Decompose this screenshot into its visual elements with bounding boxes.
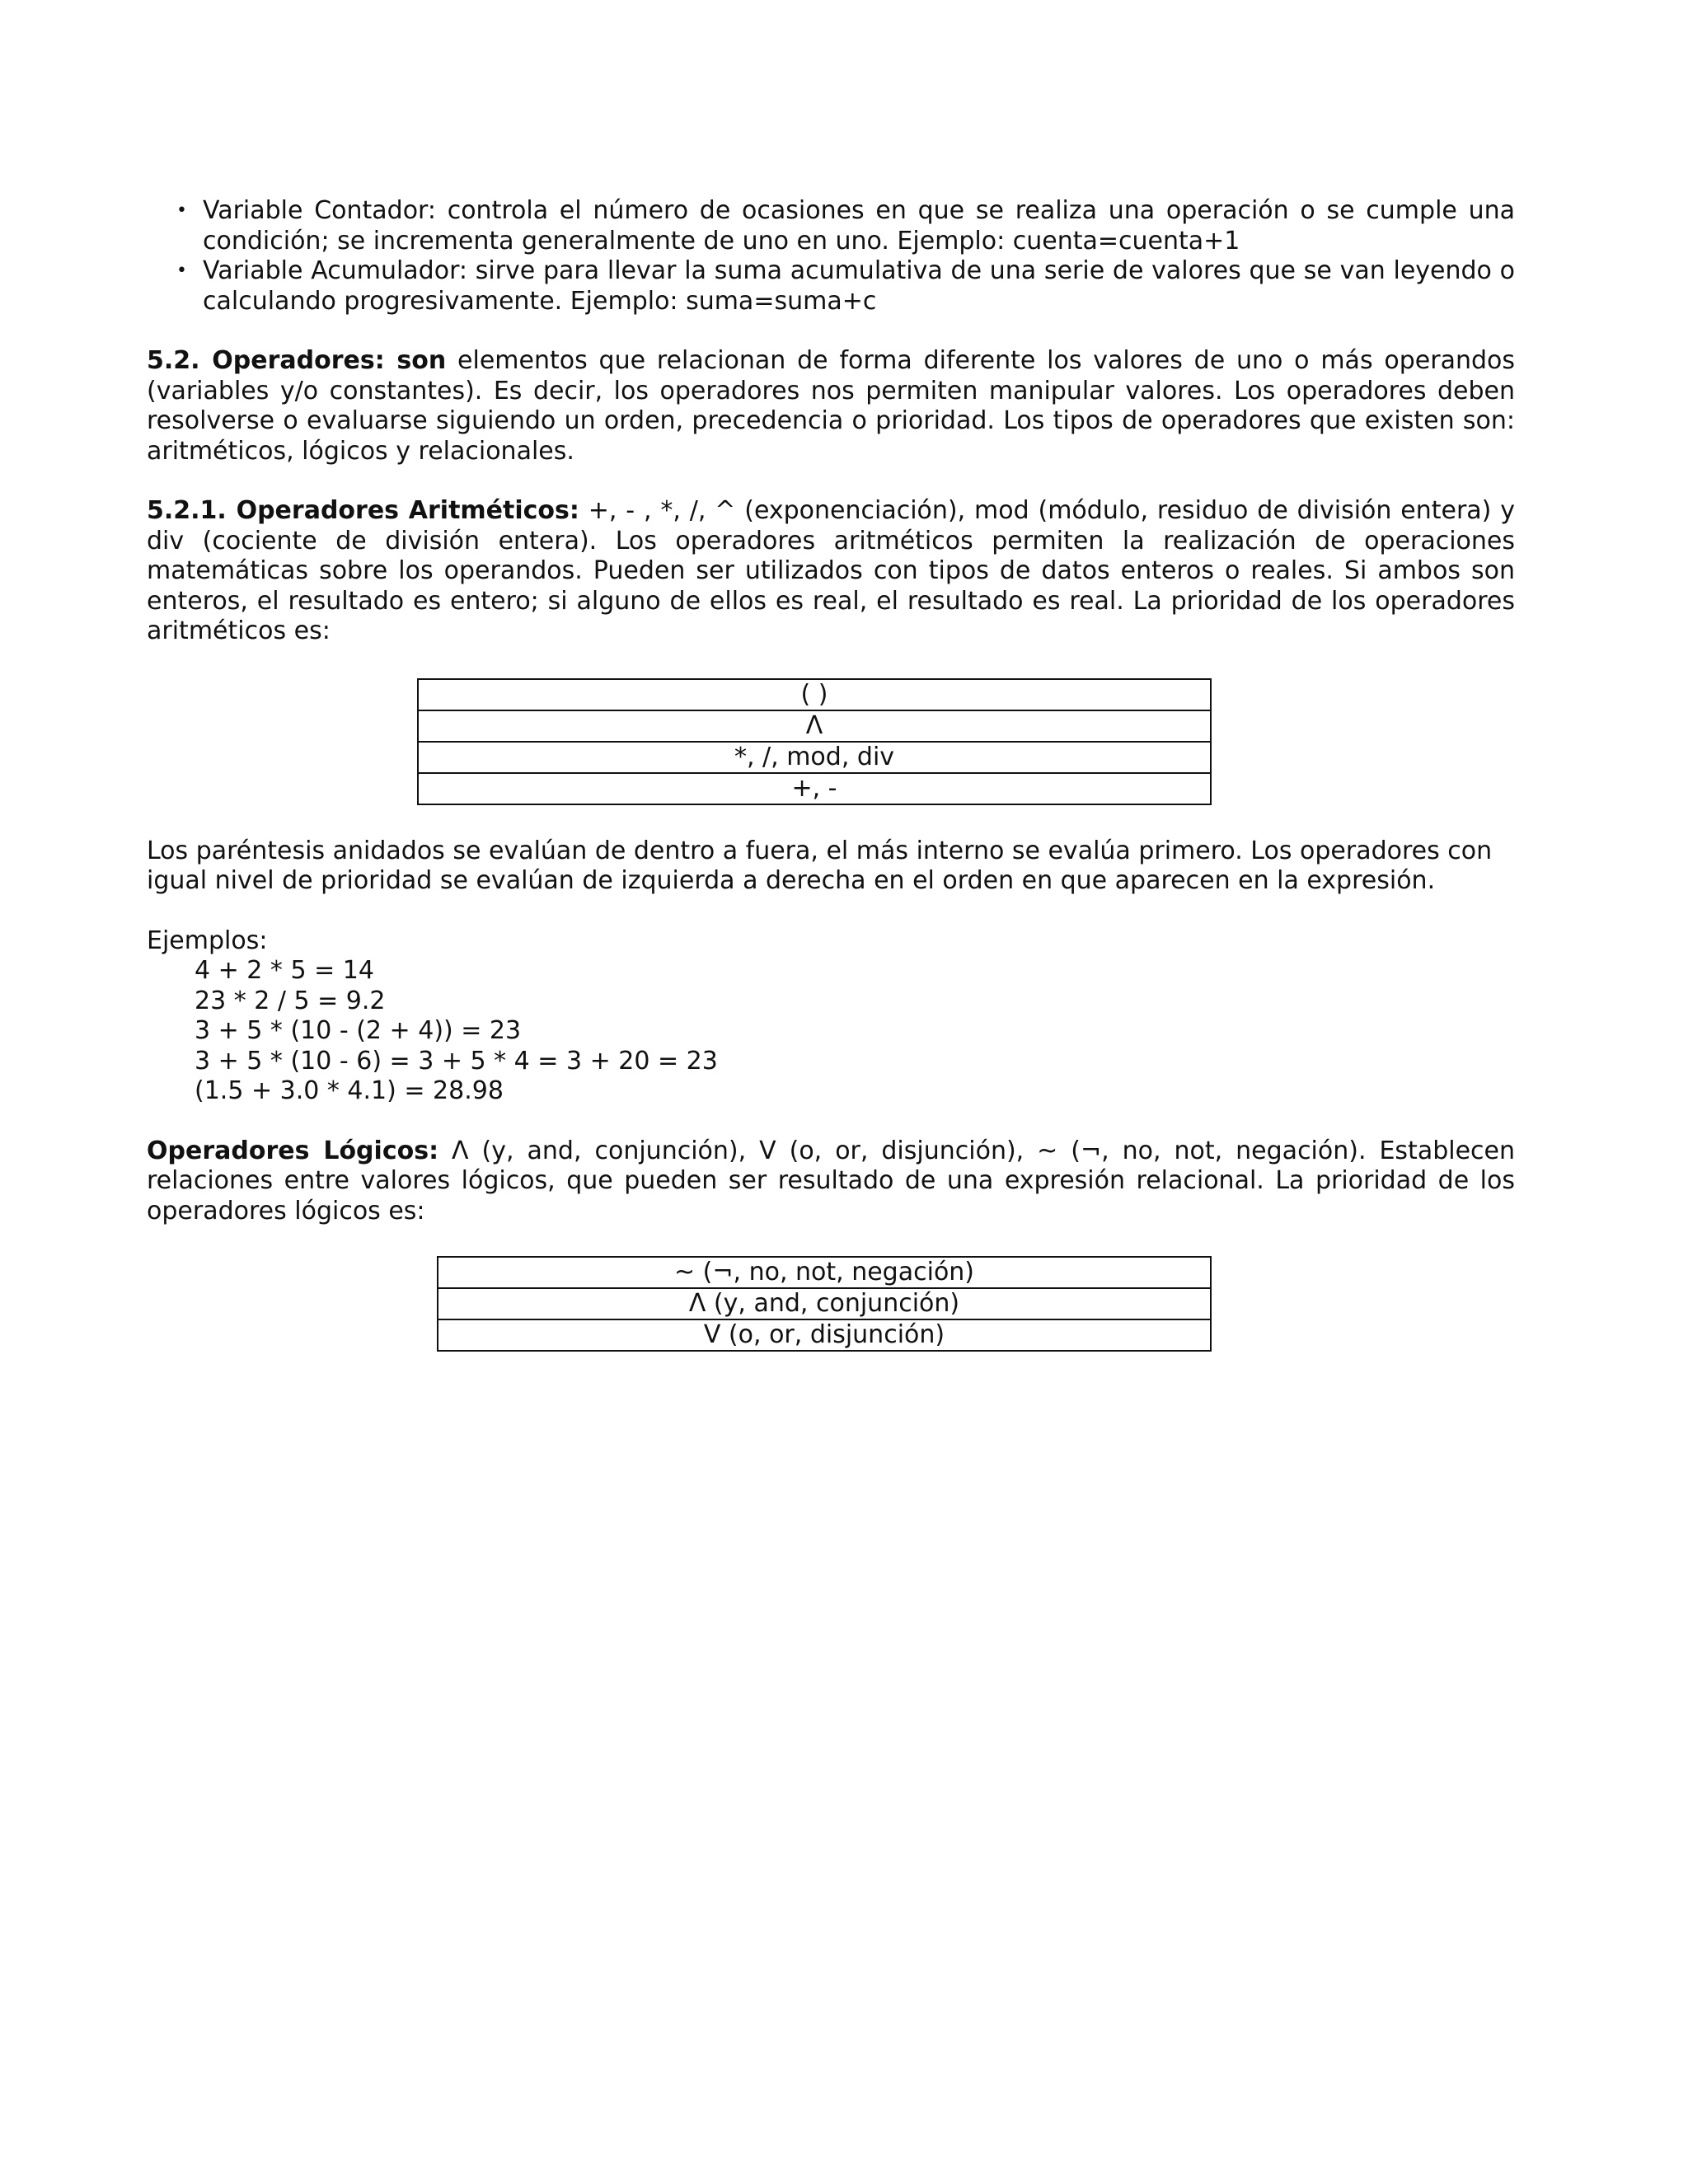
list-item [147, 196, 1515, 256]
table-row [418, 773, 1211, 804]
table-cell: +, - [418, 773, 1211, 804]
table-cell: Λ (y, and, conjunción) [438, 1288, 1211, 1319]
paragraph-text: Λ (y, and, conjunción), V (o, or, disjunción), ~ (¬, no, not, negación). Establecen relaciones entre valores lógicos, que pueden ser resultado de una expresión relacional. La prioridad de los operadores lógicos es: [147, 1136, 1516, 1226]
table-row [418, 710, 1211, 742]
table-row [418, 742, 1211, 773]
section-heading: 5.2. Operadores: son [147, 346, 447, 375]
example-line: 3 + 5 * (10 - (2 + 4)) = 23 [195, 1016, 522, 1045]
example-line: (1.5 + 3.0 * 4.1) = 28.98 [195, 1076, 504, 1105]
paragraph-text: elementos que relacionan de forma diferente los valores de uno o más operandos (variables y/o constantes). Es decir, los operadores nos permiten manipular valores. Los operadores deben resolverse o evaluarse siguiendo un orden, precedencia o prioridad. Los tipos de operadores que existen son: aritméticos, lógicos y relacionales. [147, 346, 1515, 466]
bullet-icon: • [176, 200, 187, 221]
ejemplos-label: Ejemplos: [147, 926, 268, 955]
paragraph-text: +, - , *, /, ^ (exponenciación), mod (módulo, residuo de división entera) y div (cociente de división entera). Los operadores aritméticos permiten la realización de operaciones matemáticas sobre los operandos. Pueden ser utilizados con tipos de datos enteros o reales. Si ambos son enteros, el resultado es entero; si alguno de ellos es real, el resultado es real. La prioridad de los operadores aritméticos es: [147, 496, 1515, 645]
example-line: 4 + 2 * 5 = 14 [195, 956, 374, 985]
table-row [418, 679, 1211, 710]
logicos-paragraph [147, 1137, 1515, 1227]
table-cell: V (o, or, disjunción) [438, 1319, 1211, 1351]
document-page [147, 196, 1515, 1352]
example-line: 3 + 5 * (10 - 6) = 3 + 5 * 4 = 3 + 20 = 23 [195, 1046, 718, 1076]
example-line: 23 * 2 / 5 = 9.2 [195, 986, 386, 1015]
operadores-paragraph [147, 346, 1515, 466]
variable-bullet-list [147, 196, 1515, 316]
parentesis-note: Los paréntesis anidados se evalúan de dentro a fuera, el más interno se evalúa primero. Los operadores con igual nivel de prioridad se evalúan de izquierda a derecha en el orden en que aparecen en la expresión. [147, 836, 1493, 895]
section-heading: 5.2.1. Operadores Aritméticos: [147, 496, 579, 525]
table-cell: Λ [418, 710, 1211, 742]
bullet-text: Variable Contador: controla el número de ocasiones en que se realiza una operación o se cumple una condición; se incrementa generalmente de uno en uno. Ejemplo: cuenta=cuenta+1 [203, 196, 1515, 255]
bullet-text: Variable Acumulador: sirve para llevar la suma acumulativa de una serie de valores que se van leyendo o calculando progresivamente. Ejemplo: suma=suma+c [203, 256, 1515, 316]
bullet-icon: • [176, 260, 187, 281]
table-row [438, 1288, 1211, 1319]
list-item [147, 256, 1515, 316]
table-cell: *, /, mod, div [418, 742, 1211, 773]
logical-priority-table [437, 1256, 1212, 1352]
arithmetic-priority-table [417, 678, 1212, 805]
table-row [438, 1319, 1211, 1351]
table-cell: ~ (¬, no, not, negación) [438, 1257, 1211, 1288]
aritmeticos-paragraph [147, 496, 1515, 647]
table-row [438, 1257, 1211, 1288]
table-cell: ( ) [418, 679, 1211, 710]
examples-list [147, 956, 1515, 1107]
section-heading: Operadores Lógicos: [147, 1136, 439, 1165]
